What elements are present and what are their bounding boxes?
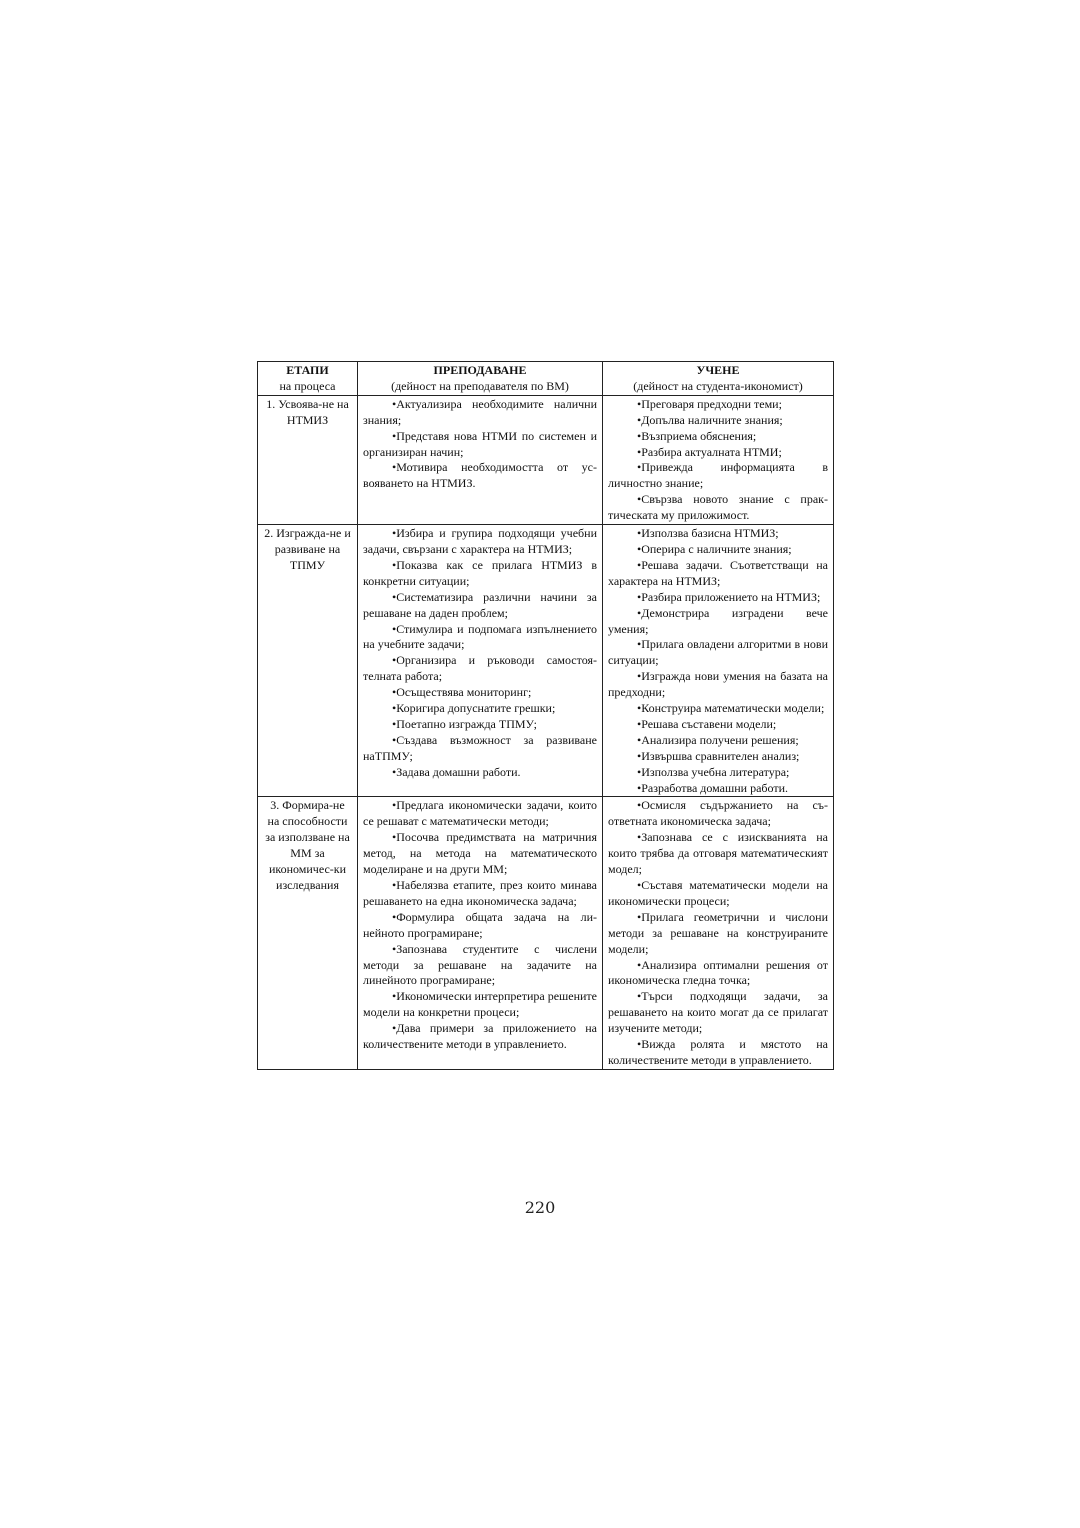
table-row: [258, 395, 834, 524]
teaching-item: •Избира и групира подходящи учебни задачи, свързани с характера на НТМИЗ;: [363, 526, 597, 556]
header-subtitle: на процеса: [279, 378, 336, 393]
teaching-item: •Актуализира необходимите налични знания;: [363, 396, 597, 427]
stage-cell: 1. Усвоява-не на НТМИЗ: [258, 395, 358, 524]
teaching-item: •Посочва предимствата на матричния метод, на метода на математическото моделиране и на други ММ;: [363, 830, 597, 877]
header-learning: [603, 362, 834, 396]
learning-item: •Прилага овладени алгоритми в нови ситуации;: [608, 637, 828, 668]
teaching-cell: [358, 395, 603, 524]
learning-item: •Анализира оптимални решения от икономическа гледна точка;: [608, 957, 828, 988]
learning-item: •Разбира актуалната НТМИ;: [637, 444, 782, 459]
header-subtitle: (дейност на студента-икономист): [633, 378, 803, 393]
teaching-cell: [358, 525, 603, 797]
activities-table: [257, 361, 834, 1070]
learning-item: •Решава съставени модели;: [637, 716, 777, 731]
teaching-item: •Набелязва етапите, през които минава решаването на една икономическа задача;: [363, 878, 597, 908]
header-title: УЧЕНЕ: [696, 363, 740, 377]
learning-item: •Вижда ролята и мястото на количествените методи в управлението.: [608, 1037, 828, 1067]
teaching-item: •Създава възможност за развиване наТПМУ;: [363, 732, 597, 763]
learning-item: •Разбира приложението на НТМИЗ;: [637, 589, 821, 604]
teaching-item: •Икономически интерпретира решените модели на конкретни процеси;: [363, 989, 597, 1020]
learning-cell: [603, 797, 834, 1069]
header-stages: [258, 362, 358, 396]
learning-item: •Съставя математически модели на икономически процеси;: [608, 878, 828, 908]
teaching-item: •Стимулира и подпомага изпълнението на учебните задачи;: [363, 621, 597, 652]
learning-item: •Запознава се с изискванията на които трябва да отговаря математическият модел;: [608, 830, 828, 877]
learning-item: •Възприема обяснения;: [637, 428, 757, 443]
table-row: [258, 525, 834, 797]
teaching-item: •Поетапно изгражда ТПМУ;: [392, 716, 537, 731]
learning-item: •Оперира с наличните знания;: [637, 541, 792, 556]
teaching-item: •Организира и ръководи самостоятелната работа;: [363, 653, 597, 684]
teaching-item: •Дава примери за приложението на количествените методи в управлението.: [363, 1021, 597, 1052]
teaching-item: •Показва как се прилага НТМИЗ в конкретни ситуации;: [363, 557, 597, 588]
learning-item: •Осмисля съдържанието на съответната икономическа задача;: [608, 798, 828, 829]
page-number: 220: [524, 1198, 556, 1217]
learning-item: •Разработва домашни работи.: [637, 780, 789, 795]
table-row: [258, 797, 834, 1069]
learning-item: •Привежда информацията в личностно знание;: [608, 460, 828, 491]
teaching-item: •Осъществява мониторинг;: [392, 685, 532, 700]
teaching-item: •Систематизира различни начини за решаване на даден проблем;: [363, 589, 597, 620]
teaching-item: •Коригира допуснатите грешки;: [392, 701, 556, 716]
learning-item: •Решава задачи. Съответстващи на характера на НТМИЗ;: [608, 557, 828, 588]
teaching-item: •Запознава студентите с числени методи за решаване на задачите на линейното програмиране;: [363, 941, 597, 988]
teaching-item: •Задава домашни работи.: [392, 764, 521, 779]
learning-cell: [603, 395, 834, 524]
stage-cell: 3. Формира-не на способности за използване на ММ за икономичес-ки изследвания: [258, 797, 358, 1069]
learning-item: •Използва базисна НТМИЗ;: [637, 526, 779, 541]
learning-item: •Конструира математически модели;: [637, 701, 825, 716]
teaching-item: •Представя нова НТМИ по системен и организиран начин;: [363, 428, 597, 459]
learning-item: •Допълва наличните знания;: [637, 412, 783, 427]
header-title: ПРЕПОДАВАНЕ: [433, 363, 527, 377]
learning-item: •Търси подходящи задачи, за решаването на които могат да се прилагат изучените методи;: [608, 989, 828, 1036]
header-subtitle: (дейност на преподавателя по ВМ): [391, 378, 569, 393]
learning-item: •Изгражда нови умения на базата на предходни;: [608, 669, 828, 700]
learning-item: •Извършва сравнителен анализ;: [637, 748, 800, 763]
learning-cell: [603, 525, 834, 797]
header-teaching: [358, 362, 603, 396]
learning-item: •Свързва новото знание с практическата му приложимост.: [608, 492, 828, 523]
learning-item: •Преговаря предходни теми;: [637, 396, 782, 411]
learning-item: •Използва учебна литература;: [637, 764, 790, 779]
header-title: ЕТАПИ: [286, 363, 329, 377]
learning-item: •Демонстрира изградени вече умения;: [608, 605, 828, 636]
header-row: [258, 362, 834, 396]
teaching-item: •Мотивира необходимостта от усвояването на НТМИЗ.: [363, 460, 597, 491]
teaching-item: •Предлага икономически задачи, които се решават с математически методи;: [363, 798, 597, 829]
teaching-cell: [358, 797, 603, 1069]
learning-item: •Анализира получени решения;: [637, 732, 799, 747]
stage-cell: 2. Изгражда-не и развиване на ТПМУ: [258, 525, 358, 797]
teaching-item: •Формулира общата задача на линейното програмиране;: [363, 909, 597, 940]
learning-item: •Прилага геометрични и числони методи за решаване на конструираните модели;: [608, 909, 828, 956]
